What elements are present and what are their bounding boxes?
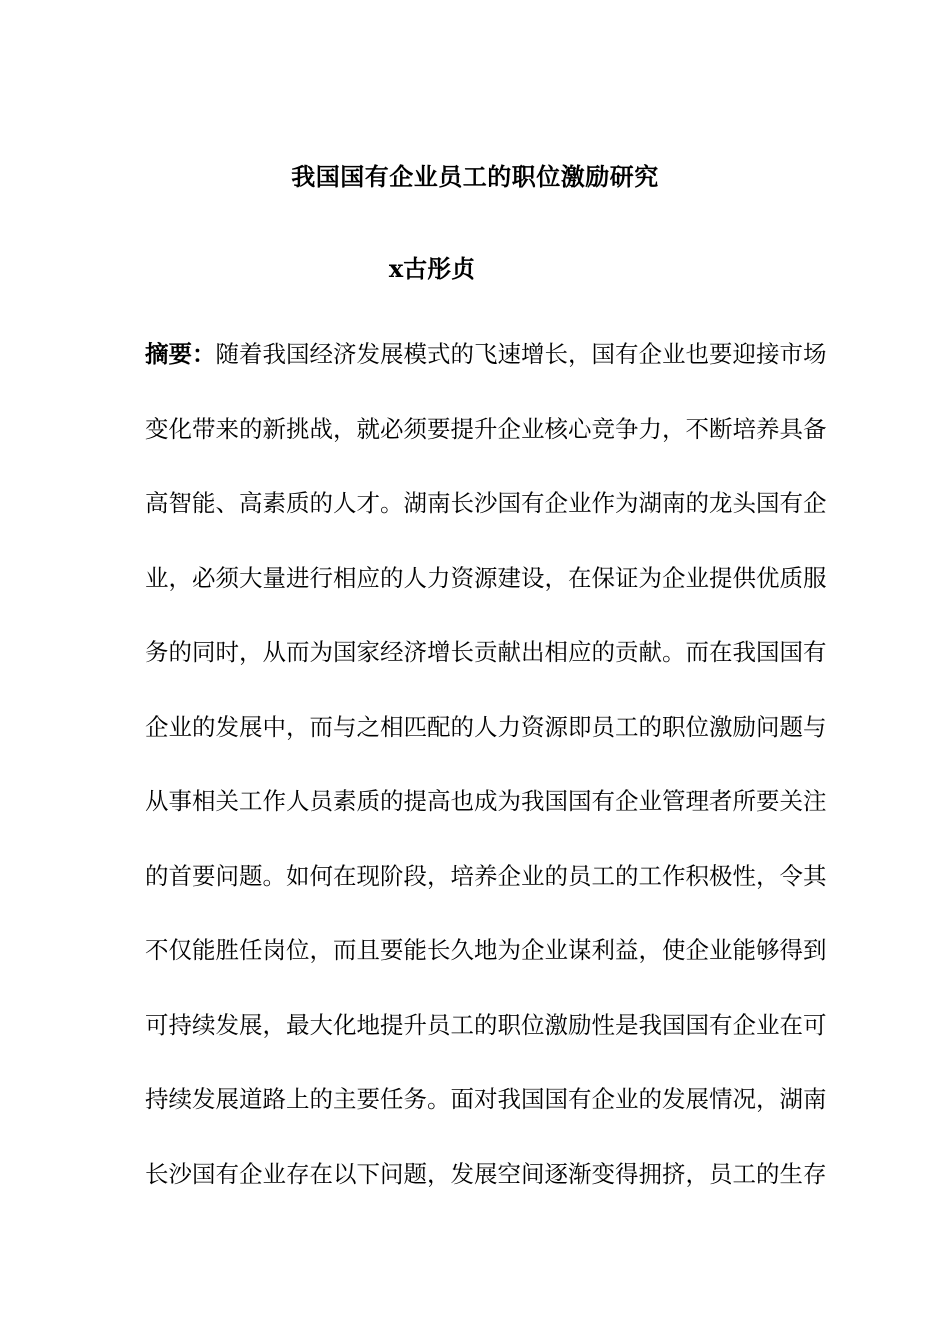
abstract-section	[145, 334, 827, 1228]
abstract-line: 企业的发展中，而与之相匹配的人力资源即员工的职位激励问题与	[145, 712, 827, 741]
document-title: 我国国有企业员工的职位激励研究	[291, 162, 659, 191]
abstract-line: 务的同时，从而为国家经济增长贡献出相应的贡献。而在我国国有	[145, 638, 827, 666]
abstract-line: 长沙国有企业存在以下问题，发展空间逐渐变得拥挤，员工的生存	[145, 1159, 827, 1188]
abstract-line: 变化带来的新挑战，就必须要提升企业核心竞争力，不断培养具备	[145, 414, 827, 443]
abstract-line: 不仅能胜任岗位，而且要能长久地为企业谋利益，使企业能够得到	[145, 936, 827, 964]
abstract-line: 业，必须大量进行相应的人力资源建设，在保证为企业提供优质服	[145, 563, 827, 592]
abstract-line	[145, 334, 827, 409]
abstract-line: 的首要问题。如何在现阶段，培养企业的员工的工作积极性，令其	[145, 861, 827, 890]
abstract-line: 高智能、高素质的人才。湖南长沙国有企业作为湖南的龙头国有企	[145, 489, 827, 517]
abstract-line-text: 随着我国经济发展模式的飞速增长，国有企业也要迎接市场	[215, 340, 827, 368]
author-name: x古彤贞	[388, 254, 476, 283]
abstract-line: 持续发展道路上的主要任务。面对我国国有企业的发展情况，湖南	[145, 1085, 827, 1113]
abstract-line: 可持续发展，最大化地提升员工的职位激励性是我国国有企业在可	[145, 1010, 827, 1039]
abstract-label: 摘要：	[145, 340, 216, 368]
abstract-line: 从事相关工作人员素质的提高也成为我国国有企业管理者所要关注	[145, 787, 827, 815]
